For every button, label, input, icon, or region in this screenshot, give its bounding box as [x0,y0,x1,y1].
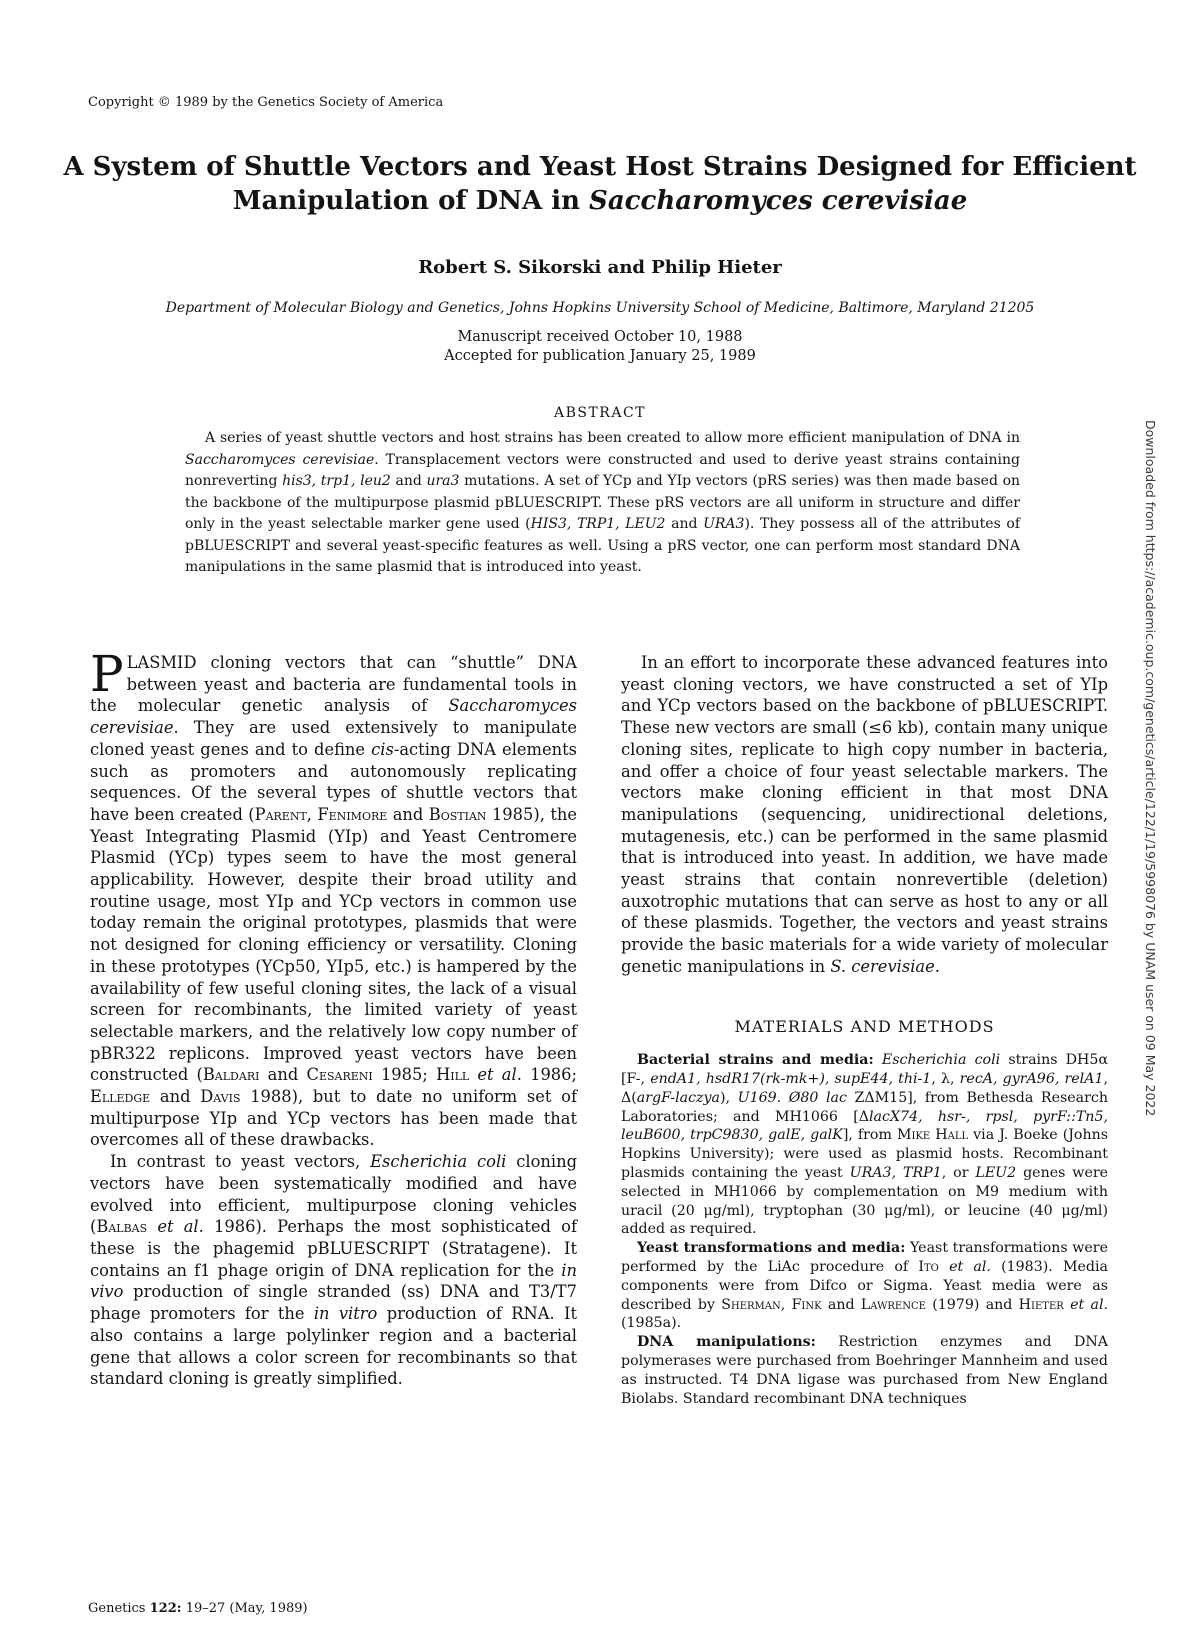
abstract-heading: ABSTRACT [553,405,647,421]
methods-yeast-transformations: Yeast transformations and media: Yeast transformations were performed by the LiAc procedure of Ito et al. (1983). Media components were from Difco or Sigma. Yeast media were as described by Sherman, Fink and Lawrence (1979) and Hieter et al. (1985a). [621,1240,1108,1332]
journal-footer: Genetics 122: 19–27 (May, 1989) [88,1601,308,1616]
paper-title [60,150,1140,218]
section-heading-materials-methods: MATERIALS AND METHODS [734,1016,995,1036]
abstract-paragraph: A series of yeast shuttle vectors and host strains has been created to allow more efficient manipulation of DNA in Saccharomyces cerevisiae. Transplacement vectors were constructed and used to derive yeast strains containing nonreverting his3, trp1, leu2 and ura3 mutations. A set of YCp and YIp vectors (pRS series) was then made based on the backbone of the multipurpose plasmid pBLUESCRIPT. These pRS vectors are all uniform in structure and differ only in the yeast selectable marker gene used (HIS3, TRP1, LEU2 and URA3). They possess all of the attributes of pBLUESCRIPT and several yeast-specific features as well. Using a pRS vector, one can perform most standard DNA manipulations in the same plasmid that is introduced into yeast. [185,430,1021,575]
drop-cap: P [90,645,124,703]
copyright-line: Copyright © 1989 by the Genetics Society of America [88,95,444,110]
right-column [621,652,1108,1408]
title-line-1: A System of Shuttle Vectors and Yeast Host Strains Designed for Efficient [63,152,1137,182]
left-column [90,645,578,1390]
methods-bacterial-strains: Bacterial strains and media: Escherichia coli strains DH5α [F-, endA1, hsdR17(rk-mk+), supE44, thi-1, λ, recA, gyrA96, relA1, Δ(argF-laczya), U169. Ø80 lac ZΔM15], from Bethesda Research Laboratories; and MH1066 [ΔlacX74, hsr-, rpsl, pyrF::Tn5, leuB600, trpC9830, galE, galK], from Mike Hall via J. Boeke (Johns Hopkins University); were used as plasmid hosts. Recombinant plasmids containing the yeast URA3, TRP1, or LEU2 genes were selected in MH1066 by complementation on M9 medium with uracil (20 μg/ml), tryptophan (30 μg/ml), or leucine (40 μg/ml) added as required. [621,1052,1109,1238]
download-watermark [1143,420,1180,1460]
download-watermark-text: Downloaded from https://academic.oup.com/genetics/article/122/1/19/5998076 by UNAM user on 09 May 2022 [1143,420,1158,1117]
intro-paragraph-1: PLASMID cloning vectors that can “shuttle” DNA between yeast and bacteria are fundamental tools in the molecular genetic analysis of Saccharomyces cerevisiae. They are used extensively to manipulate cloned yeast genes and to define cis-acting DNA elements such as promoters and autonomously replicating sequences. Of the several types of shuttle vectors that have been created (Parent, Fenimore and Bostian 1985), the Yeast Integrating Plasmid (YIp) and Yeast Centromere Plasmid (YCp) types seem to have the most general applicability. However, despite their broad utility and routine usage, most YIp and YCp vectors in common use today remain the original prototypes, plasmids that were not designed for cloning efficiency or versatility. Cloning in these prototypes (YCp50, YIp5, etc.) is hampered by the availability of few useful cloning sites, the lack of a visual screen for recombinants, the limited variety of yeast selectable markers, and the relatively low copy number of pBR322 replicons. Improved yeast vectors have been constructed (Baldari and Cesareni 1985; Hill et al. 1986; Elledge and Davis 1988), but to date no uniform set of multipurpose YIp and YCp vectors has been made that overcomes all of these drawbacks. [90,645,578,1150]
intro-paragraph-3: In an effort to incorporate these advanced features into yeast cloning vectors, we have constructed a set of YIp and YCp vectors based on the backbone of pBLUESCRIPT. These new vectors are small (≤6 kb), contain many unique cloning sites, replicate to high copy number in bacteria, and offer a choice of four yeast selectable markers. The vectors make cloning efficient in that most DNA manipulations (sequencing, unidirectional deletions, mutagenesis, etc.) can be performed in the same plasmid that is introduced into yeast. In addition, we have made yeast strains that contain nonrevertible (deletion) auxotrophic mutations that can serve as host to any or all of these plasmids. Together, the vectors and yeast strains provide the basic materials for a wide variety of molecular genetic manipulations in S. cerevisiae. [621,653,1108,976]
accepted-date: Accepted for publication January 25, 1989 [444,348,756,364]
authors: Robert S. Sikorski and Philip Hieter [418,257,782,278]
intro-paragraph-2: In contrast to yeast vectors, Escherichia coli cloning vectors have been systematically modified and have evolved into efficient, multipurpose cloning vehicles (Balbas et al. 1986). Perhaps the most sophisticated of these is the phagemid pBLUESCRIPT (Stratagene). It contains an f1 phage origin of DNA replication for the in vivo production of single stranded (ss) DNA and T3/T7 phage promoters for the in vitro production of RNA. It also contains a large polylinker region and a bacterial gene that allows a color screen for recombinants so that standard cloning is greatly simplified. [90,1152,577,1389]
methods-body [621,1051,1108,1408]
affiliation: Department of Molecular Biology and Genetics, Johns Hopkins University School of Medicine, Baltimore, Maryland 21205 [165,300,1035,316]
title-line-2: Manipulation of DNA in Saccharomyces cerevisiae [232,186,968,216]
methods-dna-manipulations: DNA manipulations: Restriction enzymes and DNA polymerases were purchased from Boehringer Mannheim and used as instructed. T4 DNA ligase was purchased from New England Biolabs. Standard recombinant DNA techniques [621,1334,1108,1407]
manuscript-dates [0,328,1200,366]
abstract-body [185,428,1020,579]
received-date: Manuscript received October 10, 1988 [457,329,743,345]
